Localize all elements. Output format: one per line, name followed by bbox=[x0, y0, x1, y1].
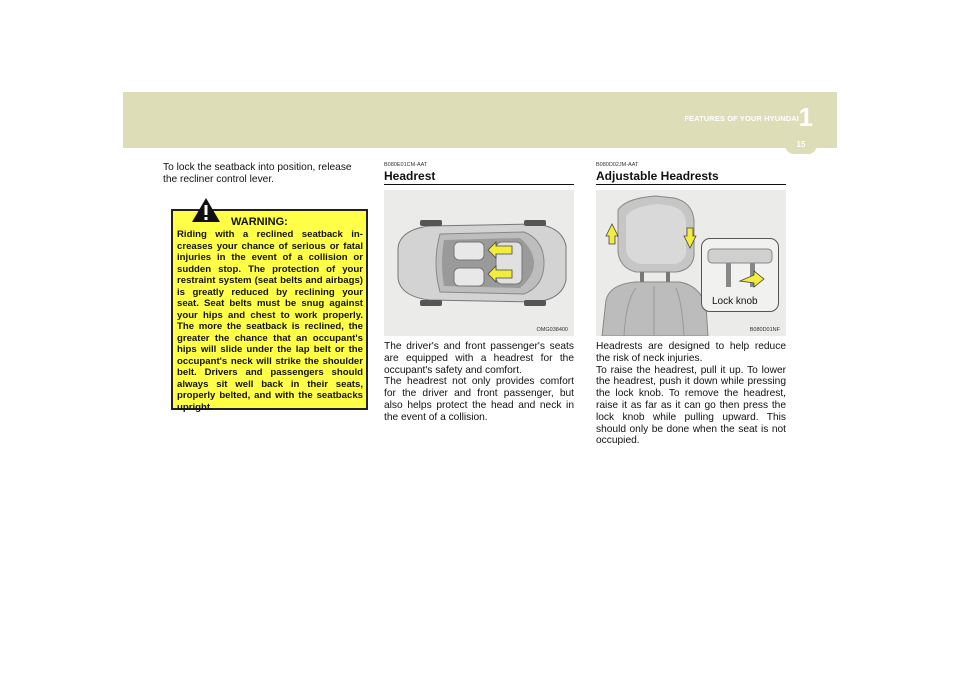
lock-knob-label: Lock knob bbox=[712, 296, 758, 307]
lock-knob-detail-illustration bbox=[702, 239, 778, 295]
warning-box bbox=[171, 209, 368, 413]
warning-title: WARNING: bbox=[231, 216, 288, 228]
chapter-label: FEATURES OF YOUR HYUNDAI bbox=[684, 114, 799, 123]
adjustable-headrests-body-text: Headrests are designed to help reduce the risk of neck injuries. To raise the headrest, pull it up. To lower the headrest, push it down while pressing the lock knob. To remove the headrest, raise it as far as it can go then press the lock knob while pulling upward. This should only be done when the seat is not occupied. bbox=[596, 341, 786, 447]
column-headrest bbox=[384, 162, 574, 424]
section-title-adjustable-headrests: Adjustable Headrests bbox=[596, 169, 786, 185]
car-top-view-figure bbox=[384, 190, 574, 336]
warning-text: Riding with a reclined seatback in-creases your chance of serious or fatal injuries in the event of a collision or sudden stop. The protection of your restraint system (seat belts and airbags) is greatly reduced by reclining your seat. Seat belts must be snug against your hips and chest to work properly. The more the seatback is reclined, the greater the chance that an occupant's hips will slide under the lap belt or the occupant's neck will strike the shoulder belt. Drivers and passengers should always sit well back in their seats, properly belted, and with the seatbacks upright. bbox=[177, 229, 363, 413]
chapter-number: 1 bbox=[798, 102, 813, 132]
headrest-figure bbox=[596, 190, 786, 336]
lock-knob-inset bbox=[701, 238, 779, 312]
recliner-intro-text: To lock the seatback into position, release the recliner control lever. bbox=[163, 162, 352, 185]
section-code: B080D02JM-AAT bbox=[596, 162, 639, 168]
column-adjustable-headrests bbox=[596, 162, 786, 447]
column-recliner bbox=[163, 162, 368, 186]
headrest-body-text: The driver's and front passenger's seats are equipped with a headrest for the occupant's safety and comfort. The headrest not only provides comfort for the driver and front passenger, but also helps protect the head and neck in the event of a collision. bbox=[384, 341, 574, 423]
page-number: 15 bbox=[785, 136, 817, 154]
figure-code: B080D01NF bbox=[749, 327, 780, 333]
figure-code: OMG038400 bbox=[536, 327, 568, 333]
chapter-header-band bbox=[123, 92, 837, 148]
car-top-view-illustration bbox=[384, 190, 574, 336]
section-title-headrest: Headrest bbox=[384, 169, 574, 185]
warning-triangle-icon bbox=[191, 197, 221, 223]
section-code: B080E01CM-AAT bbox=[384, 162, 428, 168]
